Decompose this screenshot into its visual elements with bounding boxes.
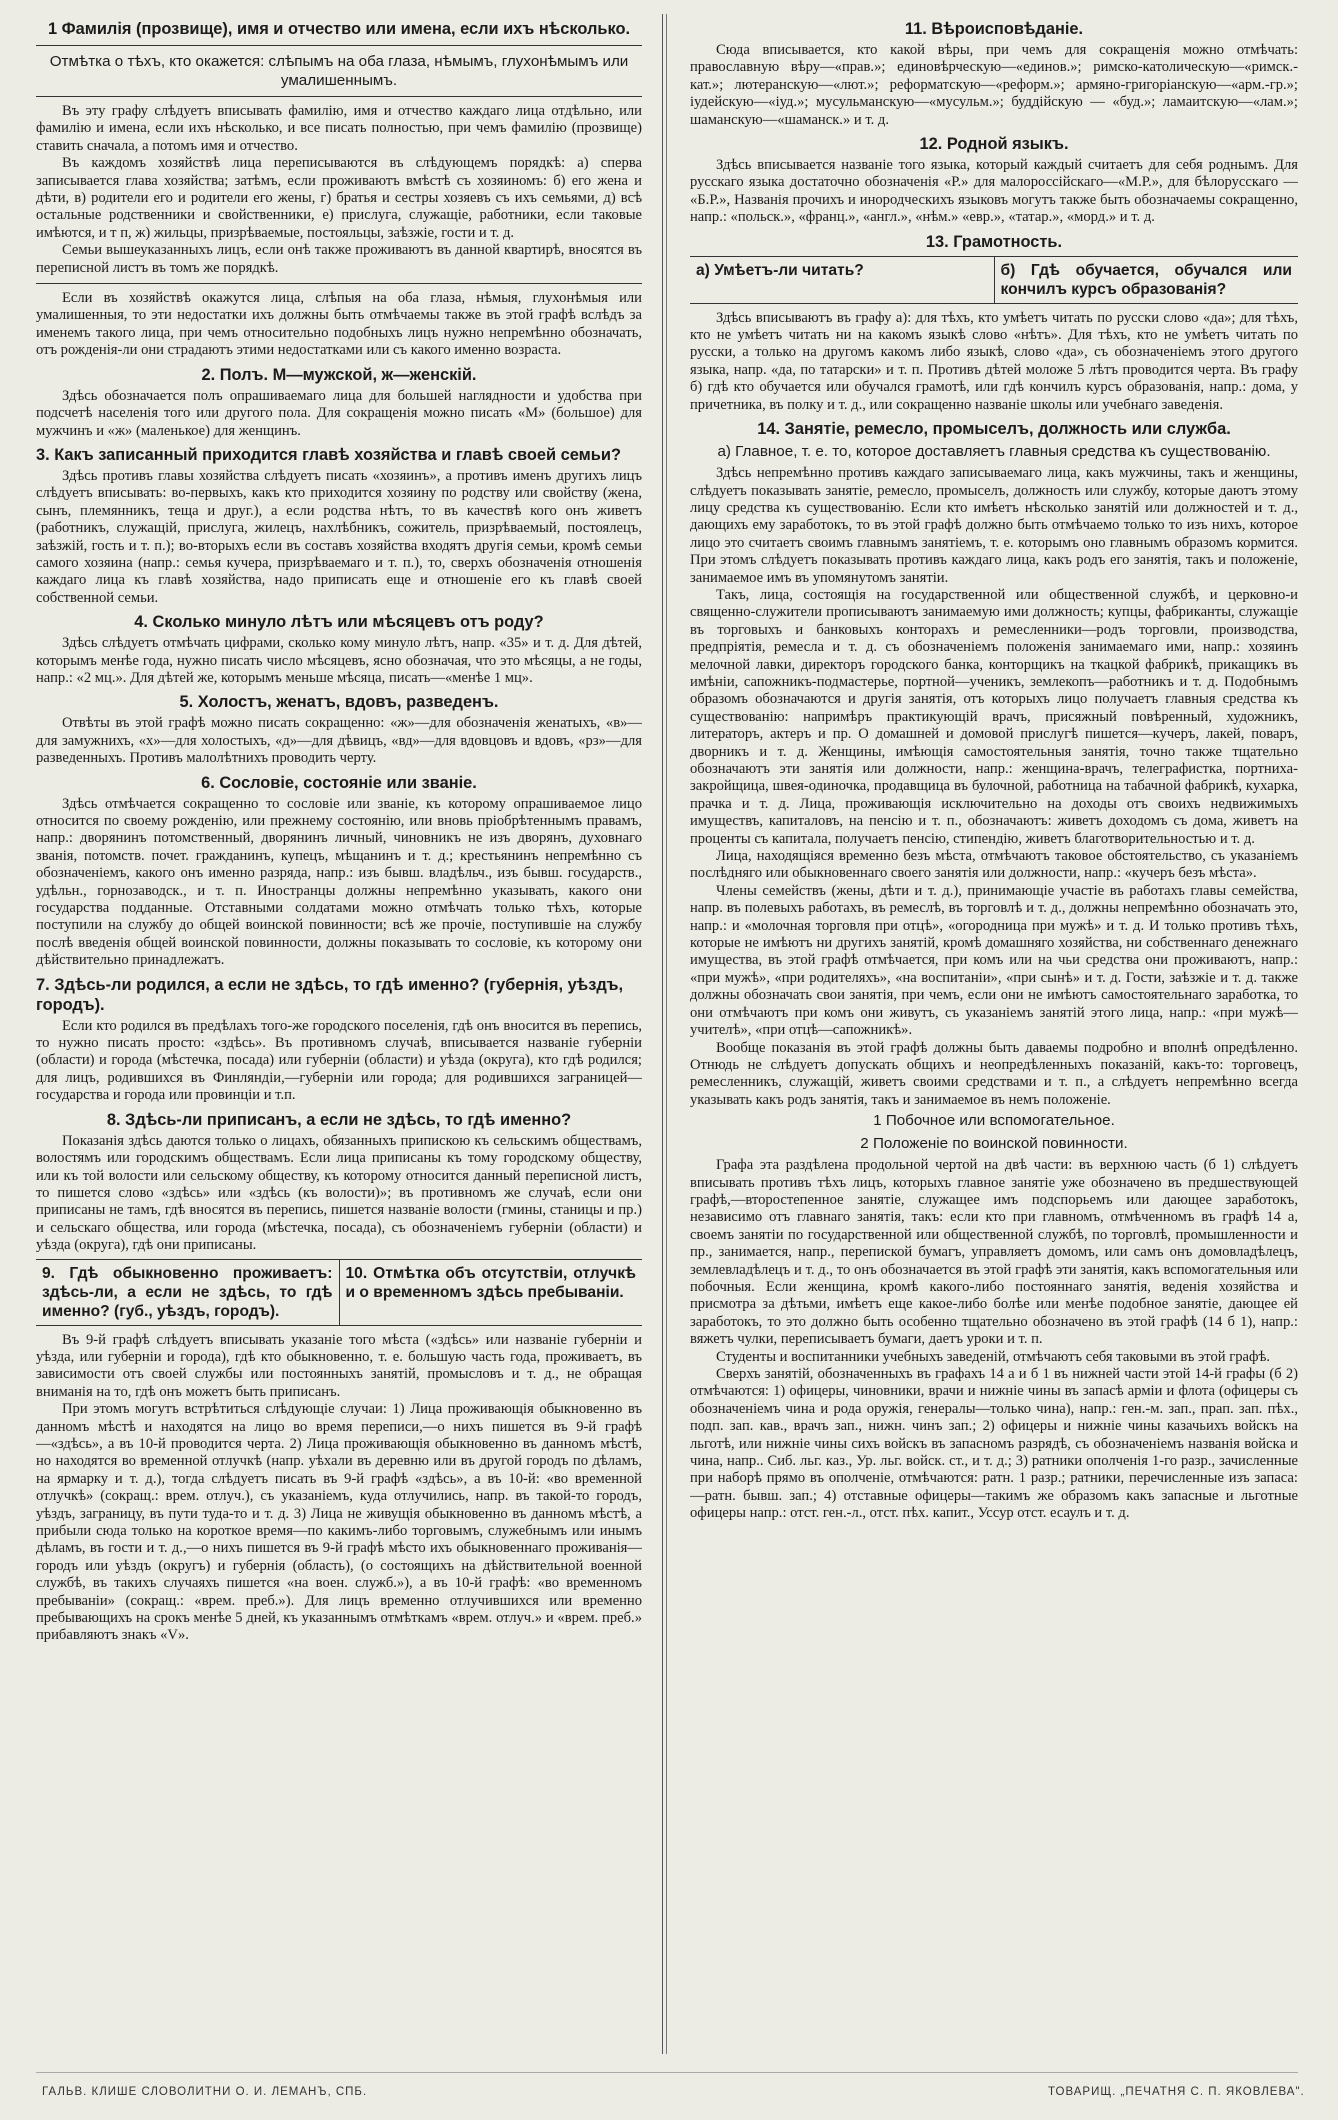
paragraph: Если кто родился въ предѣлахъ того-же городского поселенія, гдѣ онъ вносится въ перепись, то нужно писать просто: «здѣсь». Въ противномъ случаѣ, вписывается названіе губерніи (области) и города (мѣстечка, посада) или губерніи (области) и уѣзда (округа), кто гдѣ родился; для лицъ, родившихся въ Финляндіи,—губерніи или города; для родившихся заграницей—государства и города или провинціи и т.п.	[36, 1017, 642, 1104]
paragraph: Студенты и воспитанники учебныхъ заведеній, отмѣчаютъ себя таковыми въ этой графѣ.	[716, 1348, 1271, 1365]
paragraph: Если въ хозяйствѣ окажутся лица, слѣпыя на оба глаза, нѣмыя, глухонѣмыя или умалишенныя, то эти недостатки ихъ должны быть отмѣчаемы также въ этой графѣ вслѣдъ за именемъ такого лица, при чемъ относительно подобныхъ лицъ нужно непремѣнно обозначать, отъ рожденія-ли они страдаютъ этими недостатками или съ какого именно возраста.	[36, 290, 642, 359]
heading-14b1: 1 Побочное или вспомогательное.	[873, 1112, 1115, 1130]
paragraph: Семьи вышеуказанныхъ лицъ, если онѣ также проживаютъ въ данной квартирѣ, вносятся въ переписной листъ въ томъ же порядкѣ.	[36, 242, 642, 276]
footer-rule	[36, 2072, 1298, 2073]
heading-4: 4. Сколько минуло лѣтъ или мѣсяцевъ отъ роду?	[134, 613, 544, 632]
paragraph: Здѣсь отмѣчается сокращенно то сословіе или званіе, къ которому опрашиваемое лицо относится по своему рожденію, или прежнему состоянію, или вновь пріобрѣтеннымъ правамъ, напр.: дворянинъ потомственный, дворянинъ личный, чиновникъ не изъ дворянъ, духовнаго званія, потомств. почет. гражданинъ, купецъ, мѣщанинъ и т. д.; крестьянинъ непремѣнно съ обозначеніемъ, какого онъ именно разряда, напр.: изъ бывш. владѣльч., изъ бывш. государств., удѣльн., горнозаводск., и т. п. Иностранцы должны непремѣнно указывать, какого они государства подданные. Отставными солдатами можно отмѣчать только тѣхъ, которые поступили на службу до общей воинской повинности; всѣ же прочіе, поступившіе на службу послѣ введенія общей воинской повинности, должны показывать то сословіе, къ которому они дѣйствительно принадлежатъ.	[36, 795, 642, 969]
heading-1: 1 Фамилія (прозвище), имя и отчество или имена, если ихъ нѣсколько.	[47, 20, 631, 38]
heading-14a: а) Главное, т. е. то, которое доставляетъ главныя средства къ существованію.	[717, 443, 1271, 461]
paragraph: Сюда вписывается, кто какой вѣры, при чемъ для сокращенія можно отмѣчать: православную вѣру—«прав.»; единовѣрческую—«единов.»; римско-католическую—«римск.-кат.»; лютеранскую—«лют.»; реформатскую—«реформ.»; армяно-григоріанскую—«арм.-гр.»; іудейскую—«іуд.»; мусульманскую—«мусульм.»; буддійскую — «буд.»; ламаитскую—«лам.»; шаманскую—«шаманск.» и т. д.	[690, 42, 1298, 128]
heading-2: 2. Полъ. М—мужской, ж—женскій.	[201, 365, 477, 384]
paragraph: Лица, находящіяся временно безъ мѣста, отмѣчаютъ таковое обстоятельство, съ указаніемъ послѣдняго или обыкновеннаго своего занятія или должности, напр.: «кучеръ безъ мѣста».	[690, 848, 1298, 882]
rule	[36, 96, 642, 97]
paragraph: Здѣсь обозначается полъ опрашиваемаго лица для большей наглядности и удобства при подсчетѣ населенія того или другого пола. Для сокращенія можно писать «М» (большое) для мужчинъ и «ж» (маленькое) для женщинъ.	[36, 387, 642, 439]
headings-13-ab	[690, 256, 1298, 304]
heading-6: 6. Сословіе, состояніе или званіе.	[201, 773, 477, 792]
paragraph: Графа эта раздѣлена продольной чертой на двѣ части: въ верхнюю часть (б 1) слѣдуетъ вписывать противъ тѣхъ лицъ, которыхъ главное занятіе уже обозначено въ предшествующей графѣ,—второстепенное занятіе, служащее имъ подспорьемъ или дающее заработокъ, независимо отъ главнаго занятія, такъ: если кто при главномъ, отмѣченномъ въ графѣ 14 а, своемъ занятіи по государственной или общественной службѣ, по торговлѣ, промышленности и пр., занимается, напр., перепиской бумагъ, управляетъ домомъ, или самъ онъ домовладѣлецъ, землевладѣлецъ и т. д., то онъ обозначается въ этой графѣ эти занятія, какъ вспомогательныя или побочныя. Если женщина, кромѣ какого-либо постояннаго занятія, веденія хозяйства и присмотра за дѣтьми, имѣетъ еще какое-либо болѣе или менѣе подобное занятіе, дающее ей заработокъ, то это должно быть особенно тщательно обозначено въ этой графѣ (14 б 1), напр.: вяжетъ чулки, переписываетъ бумаги, даетъ уроки и т. п.	[690, 1157, 1298, 1348]
paragraph: Члены семействъ (жены, дѣти и т. д.), принимающіе участіе въ работахъ главы семейства, напр. въ полевыхъ работахъ, въ ремеслѣ, въ торговлѣ и т. д., должны непремѣнно обозначать это, напр.: и «молочная торговля при отцѣ», «огородница при мужѣ» и т. д. И только противъ тѣхъ, которые не имѣютъ ни другихъ занятій, кромѣ домашняго хозяйства, ни собственнаго денежнаго имущества, въ этой графѣ отмѣчается, при комъ или на чьи средства они проживаютъ, напр.: «при мужѣ», «при родителяхъ», «на воспитаніи», «при сынѣ» и т. д. Гости, заѣзжіе и т. д. также должны обозначать свои занятія, при чемъ, если они не имѣютъ самостоятельнаго заработка, то они отмѣчаютъ при комъ они живутъ, съ указаніемъ занятій этого лица, напр.: «при мужѣ—учителѣ», «при отцѣ—сапожникѣ».	[690, 882, 1298, 1039]
rule	[36, 283, 642, 284]
column-divider	[662, 14, 663, 2054]
paragraph: Здѣсь непремѣнно противъ каждаго записываемаго лица, какъ мужчины, такъ и женщины, слѣдуетъ показывать занятіе, ремесло, промыселъ, должность или службу, которые даютъ этому лицу средства къ существованію. Если кто имѣетъ нѣсколько занятій или должностей и т. д., дающихъ ему заработокъ, то въ этой графѣ должно быть отмѣчаемо только то изъ нихъ, которое лицо это считаетъ своимъ главнымъ занятіемъ, т. е. которымъ оно главнымъ образомъ кормится. При этомъ слѣдуетъ показывать противъ каждаго лица, какъ родъ его занятія, такъ и положеніе, занимаемое имъ въ упомянутомъ занятіи.	[690, 465, 1298, 586]
paragraph: Здѣсь слѣдуетъ отмѣчать цифрами, сколько кому минуло лѣтъ, напр. «35» и т. д. Для дѣтей, которымъ менѣе года, нужно писать число мѣсяцевъ, ясно обозначая, что это мѣсяцы, а не годы, напр.: «2 мц.». Для дѣтей же, которымъ меньше мѣсяца, писать—«менѣе 1 мц».	[36, 635, 642, 686]
paragraph: Отвѣты въ этой графѣ можно писать сокращенно: «ж»—для обозначенія женатыхъ, «в»—для замужнихъ, «х»—для холостыхъ, «д»—для дѣвицъ, «вд»—для вдовцовъ и вдовъ, «рз»—для разведенныхъ. Противъ малолѣтнихъ проводить черту.	[36, 715, 642, 767]
paragraph: Въ каждомъ хозяйствѣ лица переписываются въ слѣдующемъ порядкѣ: а) сперва записывается глава хозяйства; затѣмъ, если проживаютъ вмѣстѣ съ хозяиномъ: б) его жена и дѣти, в) родители его и родители его жены, г) братья и сестры хозяевъ съ ихъ семьями, д) всѣ остальные родственники и свойственники, е) прислуга, служащіе, работники, если таковые имѣются, и т п, ж) жильцы, призрѣваемые, постояльцы, заѣзжіе, гости и т. д.	[36, 155, 642, 241]
heading-13: 13. Грамотность.	[925, 232, 1063, 251]
paragraph: Здѣсь вписываютъ въ графу а): для тѣхъ, кто умѣетъ читать по русски слово «да»; для тѣхъ, кто не умѣетъ читать ни на какомъ языкѣ слово «нѣтъ». Для тѣхъ, кто не умѣетъ читать по русски, а только на другомъ какомъ либо языкѣ, слово «да», съ обозначеніемъ этого другого языка, напр. «да, по татарски» и т. п. Противъ дѣтей моложе 5 лѣтъ проводится черта. Въ графу б) гдѣ кто обучается или обучался грамотѣ, или гдѣ кончилъ курсъ образованія, напр.: дома, у причетника, въ полку и т. д., или сокращенно названіе школы или учебнаго заведенія.	[690, 309, 1298, 413]
heading-3: 3. Какъ записанный приходится главѣ хозяйства и главѣ своей семьи?	[36, 445, 621, 464]
paragraph: Здѣсь противъ главы хозяйства слѣдуетъ писать «хозяинъ», а противъ именъ другихъ лицъ слѣдуетъ вписывать: во-первыхъ, какъ кто приходится хозяину по родству или свойству (жена, сынъ, племянникъ, теща и друг.), а если родства нѣтъ, то въ качествѣ кого онъ живетъ (работникъ, служащій, прислуга, жилецъ, нахлѣбникъ, сожитель, призрѣваемый, постоялецъ, заѣзжій, гость и т. п.); во-вторыхъ если въ составъ хозяйства входятъ другія семьи, кромѣ семьи самого хозяина (напр.: семья кучера, призрѣваемаго и т. п.), то, сверхъ обозначенія отношенія каждаго лица къ главѣ хозяйства, надо приписать еще и отношеніе его къ главѣ своей собственной семьи.	[36, 467, 642, 606]
heading-9: 9. Гдѣ обыкновенно проживаетъ: здѣсь-ли, а если не здѣсь, то гдѣ именно? (губ., уѣздъ, городъ).	[42, 1264, 333, 1320]
heading-7: 7. Здѣсь-ли родился, а если не здѣсь, то гдѣ именно? (губернія, уѣздъ, городъ).	[36, 975, 624, 1014]
heading-12: 12. Родной языкъ.	[919, 135, 1069, 154]
paragraph: Вообще показанія въ этой графѣ должны быть даваемы подробно и вполнѣ опредѣленно. Отнюдь не слѣдуетъ допускать общихъ и неопредѣленныхъ показаній, какъ-то: торговецъ, ремесленникъ, служащій, живетъ своими средствами и т. п., а слѣдуетъ непремѣнно всегда указывать какъ родъ занятія, такъ и занимаемое въ немъ положеніе.	[690, 1039, 1298, 1108]
paragraph: Сверхъ занятій, обозначенныхъ въ графахъ 14 а и б 1 въ нижней части этой 14-й графы (б 2) отмѣчаются: 1) офицеры, чиновники, врачи и нижніе чины въ запасѣ арміи и флота (офицеры съ обозначеніемъ чина и рода оружія, генералы—только чина), напр.: ген.-м. зап., прап. зап. пѣх., подп. зап. кав., врачъ зап., нижн. чинъ зап.; 2) офицеры и нижніе чины казачьихъ войскъ на льготѣ, или нижніе чины сихъ войскъ въ запасномъ разрядѣ, съ обозначеніемъ названія войска и чина, напр.. Сиб. льг. каз., Ур. льг. войск. ст., и т. д.; 3) ратники ополченія 1-го разр., зачисленные при наборѣ прямо въ ополченіе, отмѣчаются: ратн. 1 разр.; ратники, перечисленные изъ запаса:—ратн. бывш. зап.; 4) отставные офицеры—такимъ же образомъ какъ запасные и льготные офицеры напр.: отст. ген.-л., отст. пѣх. капит., Уссур отст. есаулъ и т. д.	[690, 1366, 1298, 1522]
paragraph: Показанія здѣсь даются только о лицахъ, обязанныхъ припискою къ сельскимъ обществамъ, волостямъ или городскимъ обществамъ. Если лица приписаны къ тому городскому обществу, или къ той волости или сельскому обществу, къ которому относится данный переписной листъ, то пишется слово «здѣсь» или «здѣсь (къ волости)»; въ противномъ же случаѣ, если они приписаны не тамъ, гдѣ вносятся въ перепись, пишется названіе волости (гмины, станицы и пр.) и сельскаго общества, или города (мѣстечка, посада), съ обозначеніемъ губерніи (области) и уѣзда (округа), гдѣ они приписаны.	[36, 1132, 642, 1254]
paragraph: Въ 9-й графѣ слѣдуетъ вписывать указаніе того мѣста («здѣсь» или названіе губерніи и уѣзда, или губерніи и города), гдѣ кто обыкновенно, т. е. большую часть года, проживаетъ, въ зависимости отъ своей службы или постоянныхъ занятій, промысловъ и т. д., не обращая вниманія на то, гдѣ онъ можетъ быть приписанъ.	[36, 1331, 642, 1400]
rule	[36, 45, 642, 46]
column-divider-inner	[666, 14, 667, 2054]
heading-13b: б) Гдѣ обучается, обучался или кончилъ курсъ образованія?	[994, 257, 1299, 303]
printer-credit-left: ГАЛЬВ. КЛИШЕ СЛОВОЛИТНИ О. И. ЛЕМАНЪ, СПБ.	[42, 2086, 368, 2098]
heading-1-note: Отмѣтка о тѣхъ, кто окажется: слѣпымъ на оба глаза, нѣмымъ, глухонѣмымъ или умалишеннымъ.	[49, 53, 629, 89]
paragraph: Здѣсь вписывается названіе того языка, который каждый считаетъ для себя роднымъ. Для русскаго языка достаточно обозначенія «Р.» для малороссійскаго—«М.Р.», для бѣлорусскаго — «Б.Р.», Названія прочихъ и инородческихъ языковъ могутъ также быть обозначаемы сокращенно, напр.: «польск.», «франц.», «англ.», «нѣм.» «евр.», «татар.», «морд.» и т. д.	[690, 157, 1298, 226]
heading-13a: а) Умѣетъ-ли читать?	[696, 261, 864, 279]
paragraph: Въ эту графу слѣдуетъ вписывать фамилію, имя и отчество каждаго лица отдѣльно, или фамилію и имена, если ихъ нѣсколько, и все писать полностью, при чемъ фамилію (прозвище) ставить сначала, а потомъ имя и отчество.	[36, 103, 642, 154]
heading-8: 8. Здѣсь-ли приписанъ, а если не здѣсь, то гдѣ именно?	[106, 1110, 572, 1129]
heading-10: 10. Отмѣтка объ отсутствіи, отлучкѣ и о временномъ здѣсь пребываніи.	[339, 1260, 643, 1325]
heading-14b2: 2 Положеніе по воинской повинности.	[860, 1135, 1128, 1153]
left-column	[36, 14, 642, 2054]
headings-9-10	[36, 1259, 642, 1326]
right-column	[690, 14, 1298, 2054]
printer-credit-right: ТОВАРИЩ. „ПЕЧАТНЯ С. П. ЯКОВЛЕВА".	[1048, 2086, 1305, 2098]
heading-11: 11. Вѣроисповѣданіе.	[904, 20, 1084, 38]
heading-5: 5. Холостъ, женатъ, вдовъ, разведенъ.	[179, 693, 499, 712]
heading-14: 14. Занятіе, ремесло, промыселъ, должность или служба.	[757, 420, 1231, 439]
paragraph: При этомъ могутъ встрѣтиться слѣдующіе случаи: 1) Лица проживающія обыкновенно въ данномъ мѣстѣ и находятся на лицо во время переписи,—о нихъ пишется въ 9-й графѣ—«здѣсь», а въ 10-й проводится черта. 2) Лица проживающія обыкновенно въ данномъ мѣстѣ, но находятся во временной отлучкѣ (напр. уѣхали въ деревню или въ другой городъ по дѣламъ, на ярмарку и т. д.), тогда слѣдуетъ писать въ 9-й графѣ «здѣсь», а въ 10-й: «во временной отлучкѣ» (сокращ.: врем. отлуч.), съ указаніемъ, куда отлучились, напр. въ такой-то городъ, уѣздъ, заграницу, въ пути туда-то и т. д. 3) Лица не живущія обыкновенно въ данномъ мѣстѣ, а прибыли сюда только на короткое время—по какимъ-либо торговымъ, служебнымъ или инымъ дѣламъ, въ гости и т. д.,—о нихъ пишется въ 9-й графѣ мѣсто ихъ обыкновеннаго проживанія—городъ или уѣздъ (округъ) и губернія (область), (о состоящихъ на дѣйствительной военной службѣ, въ такихъ случаяхъ пишется «на воен. служб.»), а въ 10-й графѣ: «во временномъ пребываніи» (сокращ.: «врем. преб.»). Для лицъ временно отлучившихся или временно пребывающихъ на срокъ менѣе 5 дней, къ указаннымъ отмѣткамъ «врем. отлуч.» и «врем. преб.» прибавляютъ знакъ «V».	[36, 1401, 642, 1644]
paragraph: Такъ, лица, состоящія на государственной или общественной службѣ, и церковно-и священно-служители прописываютъ занимаемую ими должность; купцы, фабриканты, служащіе въ торговыхъ и банковыхъ конторахъ и ремесленники—родъ торговли, производства, предпріятія, ремесла и т. д. съ обозначеніемъ положенія занимаемаго ими, напр.: хозяинъ мелочной лавки, директоръ городского банка, конторщикъ на ткацкой фабрикѣ, прикащикъ въ имѣніи, сапожникъ-подмастерье, портной—ученикъ, землекопъ—работникъ и т. д. Подобнымъ образомъ обозначаются и другія занятія, отъ которыхъ лицо получаетъ главныя средства къ существованію: напримѣръ практикующій врачъ, присяжный повѣренный, художникъ, литераторъ, актеръ и пр. О домашней и домовой прислугѣ пишется—кучеръ, лакей, поваръ, дворникъ и т. д. Женщины, имѣющія самостоятельныя занятія, точно также тщательно обозначаютъ эти занятія или должности, напр.: женщина-врачъ, телеграфистка, портниха-закройщица, швея-одиночка, продавщица въ булочной, работница на табачной фабрикѣ, кухарка, прачка и т. д. Лица, проживающія исключительно на доходы отъ своихъ недвижимыхъ имуществъ, капиталовъ, на пенсію и т. п., обозначаютъ: живетъ доходомъ съ дома, живетъ на проценты съ капитала, получаетъ пенсію, стипендію, живетъ благотворительностью и т. д.	[690, 586, 1298, 847]
